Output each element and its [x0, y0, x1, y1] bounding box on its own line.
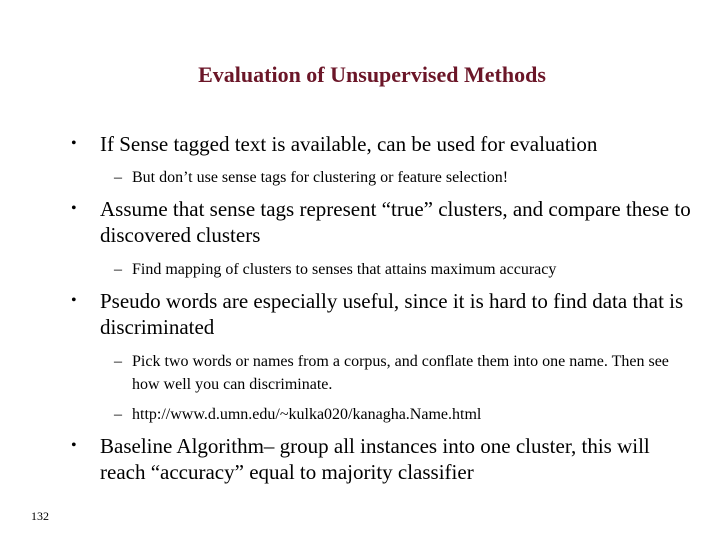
- sub-bullet-text: Pick two words or names from a corpus, and conflate them into one name. Then see how well you can discriminate.: [132, 353, 669, 393]
- bullet-marker: •: [71, 292, 77, 309]
- page-number: 132: [31, 509, 49, 523]
- bullet-sense-tagged: [71, 131, 691, 157]
- sub-bullet-no-sense-tags: [114, 166, 684, 189]
- sub-bullet-marker: –: [114, 406, 122, 423]
- bullet-text: If Sense tagged text is available, can be used for evaluation: [100, 132, 598, 156]
- sub-bullet-marker: –: [114, 353, 122, 370]
- bullet-marker: •: [71, 135, 77, 152]
- bullet-text: Assume that sense tags represent “true” clusters, and compare these to discovered clusters: [100, 197, 691, 247]
- bullet-text: Baseline Algorithm– group all instances into one cluster, this will reach “accuracy” equal to majority classifier: [100, 434, 650, 484]
- bullet-baseline-algorithm: [71, 433, 691, 485]
- bullet-marker: •: [71, 437, 77, 454]
- sub-bullet-text: http://www.d.umn.edu/~kulka020/kanagha.Name.html: [132, 406, 482, 423]
- sub-bullet-text: Find mapping of clusters to senses that attains maximum accuracy: [132, 261, 557, 278]
- sub-bullet-text: But don’t use sense tags for clustering or feature selection!: [132, 169, 509, 186]
- sub-bullet-url: [114, 403, 684, 426]
- sub-bullet-find-mapping: [114, 258, 684, 281]
- sub-bullet-marker: –: [114, 261, 122, 278]
- slide-title: Evaluation of Unsupervised Methods: [198, 62, 546, 87]
- sub-bullet-marker: –: [114, 169, 122, 186]
- bullet-marker: •: [71, 200, 77, 217]
- bullet-assume-sense-tags: [71, 196, 691, 248]
- bullet-text: Pseudo words are especially useful, since it is hard to find data that is discriminated: [100, 289, 684, 339]
- bullet-pseudo-words: [71, 288, 691, 340]
- sub-bullet-pick-two-words: [114, 350, 684, 396]
